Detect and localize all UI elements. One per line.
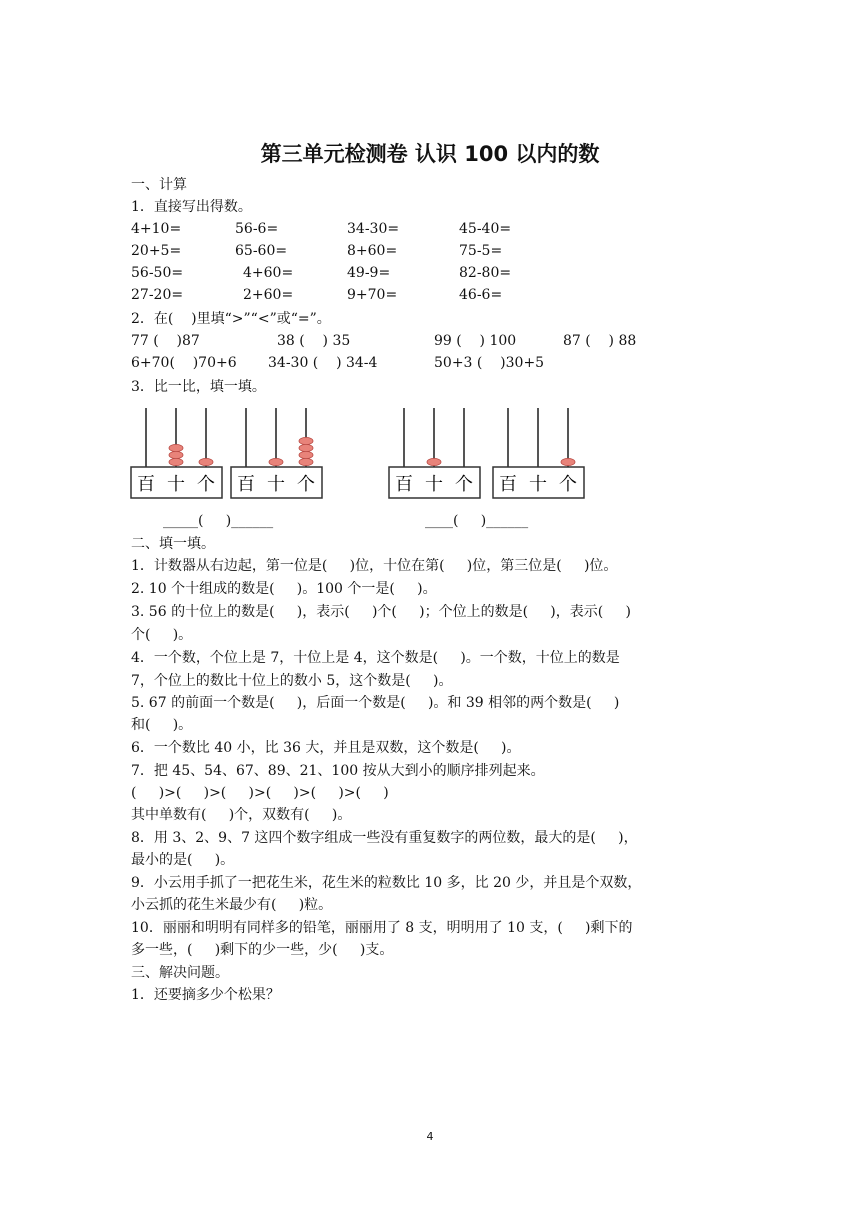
abacus-3 — [388, 404, 481, 500]
calc-item: 56-50= — [131, 265, 184, 281]
question-3-1: 1．还要摘多少个松果？ — [131, 987, 280, 1003]
abacus-2 — [230, 404, 323, 500]
fill-line: 1．计数器从右边起，第一位是( )位，十位在第( )位，第三位是( )位。 — [131, 558, 618, 574]
abacus-label-ones: 个 — [297, 474, 315, 495]
page-number: 4 — [426, 1130, 434, 1143]
abacus-label-hundreds: 百 — [499, 474, 517, 495]
fill-line: 多一些，( )剩下的少一些，少( )支。 — [131, 942, 394, 958]
abacus-bead — [169, 458, 183, 465]
fill-line: 最小的是( )。 — [131, 852, 235, 868]
fill-line: 个( )。 — [131, 627, 193, 643]
compare-item: 6+70( )70+6 — [131, 355, 237, 371]
calc-item: 4+60= — [243, 265, 294, 281]
section-heading-1: 一、计算 — [131, 177, 187, 193]
fill-line: 8．用 3、2、9、7 这四个数字组成一些没有重复数字的两位数，最大的是( )， — [131, 830, 638, 846]
calc-item: 8+60= — [347, 243, 398, 259]
fill-line: 5. 67 的前面一个数是( )，后面一个数是( )。和 39 相邻的两个数是( ) — [131, 695, 620, 711]
abacus-label-ones: 个 — [559, 474, 577, 495]
compare-item: 50+3 ( )30+5 — [434, 355, 545, 371]
calc-item: 56-6= — [235, 221, 279, 237]
abacus-bead — [299, 451, 313, 458]
question-1-1: 1．直接写出得数。 — [131, 199, 252, 215]
calc-item: 34-30= — [347, 221, 400, 237]
compare-item: 87 ( ) 88 — [563, 333, 637, 349]
abacus-label-ones: 个 — [455, 474, 473, 495]
calc-item: 45-40= — [459, 221, 512, 237]
fill-line: 2. 10 个十组成的数是( )。100 个一是( )。 — [131, 581, 437, 597]
calc-item: 75-5= — [459, 243, 503, 259]
fill-line: 7．把 45、54、67、89、21、100 按从大到小的顺序排列起来。 — [131, 763, 545, 779]
calc-item: 20+5= — [131, 243, 182, 259]
page-title: 第三单元检测卷 认识 100 以内的数 — [260, 142, 600, 166]
section-heading-2: 二、填一填。 — [131, 536, 215, 552]
fill-line: 7，个位上的数比十位上的数小 5，这个数是( )。 — [131, 673, 453, 689]
compare-blank-1: _____( )______ — [163, 513, 274, 529]
abacus-1 — [130, 404, 223, 500]
abacus-label-tens: 十 — [167, 474, 185, 495]
calc-item: 4+10= — [131, 221, 182, 237]
abacus-label-hundreds: 百 — [237, 474, 255, 495]
calc-item: 82-80= — [459, 265, 512, 281]
calc-item: 46-6= — [459, 287, 503, 303]
abacus-bead — [299, 444, 313, 451]
section-heading-3: 三、解决问题。 — [131, 965, 229, 981]
abacus-bead — [299, 437, 313, 444]
abacus-bead — [299, 458, 313, 465]
compare-item: 34-30 ( ) 34-4 — [268, 355, 378, 371]
fill-line: 4．一个数，个位上是 7，十位上是 4，这个数是( )。一个数，十位上的数是 — [131, 650, 620, 666]
compare-item: 38 ( ) 35 — [277, 333, 351, 349]
calc-item: 65-60= — [235, 243, 288, 259]
abacus-label-tens: 十 — [529, 474, 547, 495]
question-1-2: 2．在( )里填“>”“<”或“=”。 — [131, 311, 331, 327]
calc-item: 2+60= — [243, 287, 294, 303]
abacus-bead — [561, 458, 575, 465]
abacus-label-hundreds: 百 — [137, 474, 155, 495]
abacus-bead — [169, 451, 183, 458]
fill-line: ( )>( )>( )>( )>( )>( ) — [131, 785, 389, 801]
fill-line: 和( )。 — [131, 717, 193, 733]
abacus-label-ones: 个 — [197, 474, 215, 495]
question-1-3: 3．比一比，填一填。 — [131, 379, 266, 395]
beads-group — [427, 458, 441, 465]
fill-line: 其中单数有( )个，双数有( )。 — [131, 807, 352, 823]
abacus-label-tens: 十 — [425, 474, 443, 495]
abacus-label-hundreds: 百 — [395, 474, 413, 495]
compare-item: 77 ( )87 — [131, 333, 200, 349]
abacus-bead — [199, 458, 213, 465]
fill-line: 6．一个数比 40 小，比 36 大，并且是双数，这个数是( )。 — [131, 740, 521, 756]
abacus-label-tens: 十 — [267, 474, 285, 495]
calc-item: 9+70= — [347, 287, 398, 303]
abacus-bead — [427, 458, 441, 465]
fill-line: 10．丽丽和明明有同样多的铅笔，丽丽用了 8 支，明明用了 10 支，( )剩下的 — [131, 920, 633, 936]
fill-line: 3. 56 的十位上的数是( )，表示( )个( )；个位上的数是( )，表示( ) — [131, 604, 631, 620]
abacus-bead — [269, 458, 283, 465]
compare-blank-2: ____( )______ — [425, 513, 529, 529]
abacus-4 — [492, 404, 585, 500]
fill-line: 9．小云用手抓了一把花生米，花生米的粒数比 10 多，比 20 少，并且是个双数， — [131, 875, 642, 891]
fill-line: 小云抓的花生米最少有( )粒。 — [131, 897, 333, 913]
calc-item: 49-9= — [347, 265, 391, 281]
calc-item: 27-20= — [131, 287, 184, 303]
beads-group — [561, 458, 575, 465]
abacus-bead — [169, 444, 183, 451]
compare-item: 99 ( ) 100 — [434, 333, 517, 349]
